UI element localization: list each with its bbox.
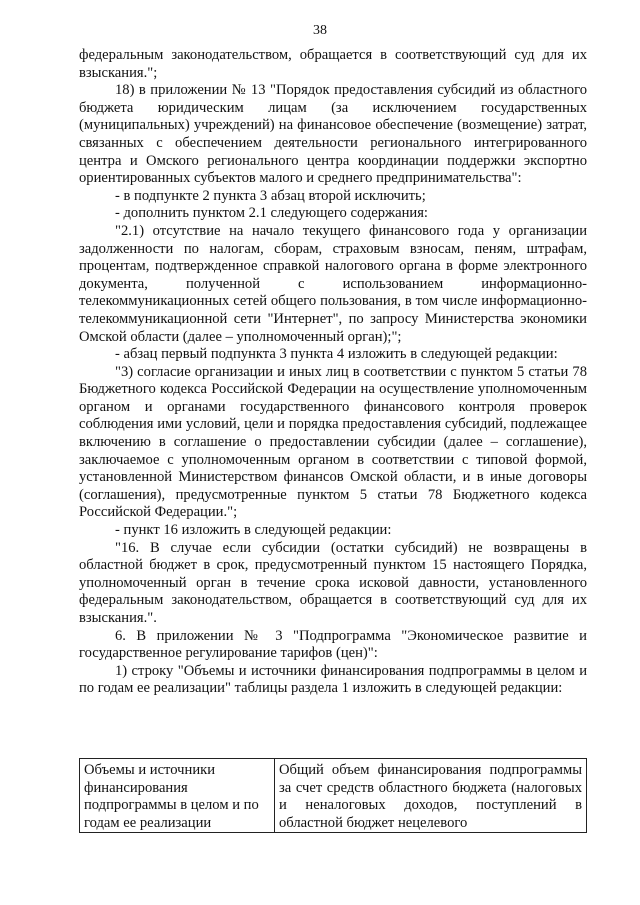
paragraph: "2.1) отсутствие на начало текущего финансового года у организации задолженности по налогам, сборам, страховым взносам, пеням, штрафам, процентам, подтвержденное справкой налогового органа в форме электронного документа, полученной с использованием информационно-телекоммуникационных сетей общего пользования, в том числе информационно-телекоммуникационной сети "Интернет", по запросу Министерства экономики Омской области (далее – уполномоченный орган);"; (79, 222, 587, 345)
paragraph: - пункт 16 изложить в следующей редакции: (115, 522, 392, 539)
table-cell-value: Общий объем финансирования подпрограммы за счет средств областного бюджета (налоговых и неналоговых доходов, поступлений в областной бюджет нецелевого (275, 759, 587, 833)
paragraph: 18) в приложении № 13 "Порядок предоставления субсидий из областного бюджета юридическим лицам (за исключением государственных (муниципальных) учреждений) на финансовое обеспечение (возмещение) затрат, связанных с обеспечением деятельности регионального интегрированного центра и Омского регионального центра координации поддержки экспортно ориентированных субъектов малого и среднего предпринимательства": (79, 82, 587, 187)
paragraph: "16. В случае если субсидии (остатки субсидий) не возвращены в областной бюджет в срок, предусмотренный пунктом 15 настоящего Порядка, уполномоченный орган в течение срока исковой давности, установленного федеральным законодательством, обращается в соответствующий суд для их взыскания.". (79, 539, 587, 626)
paragraph: - абзац первый подпункта 3 пункта 4 изложить в следующей редакции: (115, 346, 558, 363)
paragraph: - в подпункте 2 пункта 3 абзац второй исключить; (115, 187, 426, 204)
page-number: 38 (313, 23, 327, 38)
paragraph: федеральным законодательством, обращается в соответствующий суд для их взыскания."; (79, 47, 587, 81)
paragraph: "3) согласие организации и иных лиц в соответствии с пунктом 5 статьи 78 Бюджетного кодекса Российской Федерации на осуществление уполномоченным органом и органами государственного финансового контроля проверок соблюдения ими условий, цели и порядка предоставления субсидий, подлежащее включению в соглашение о предоставлении субсидии (далее – соглашение), заключаемое с уполномоченным органом в соответствии с типовой формой, установленной Министерством финансов Омской области, и в иные договоры (соглашения), предусмотренные пунктом 5 статьи 78 Бюджетного кодекса Российской Федерации."; (79, 363, 587, 521)
paragraph: - дополнить пунктом 2.1 следующего содержания: (115, 205, 428, 222)
table-row (80, 759, 587, 833)
paragraph: 6. В приложении № 3 "Подпрограмма "Экономическое развитие и государственное регулирование тарифов (цен)": (79, 627, 587, 662)
document-body (79, 47, 587, 698)
paragraph: 1) строку "Объемы и источники финансирования подпрограммы в целом и по годам ее реализации" таблицы раздела 1 изложить в следующей редакции: (79, 662, 587, 697)
table-cell-label: Объемы и источники финансирования подпрограммы в целом и по годам ее реализации (80, 759, 275, 833)
funding-table (79, 758, 587, 833)
